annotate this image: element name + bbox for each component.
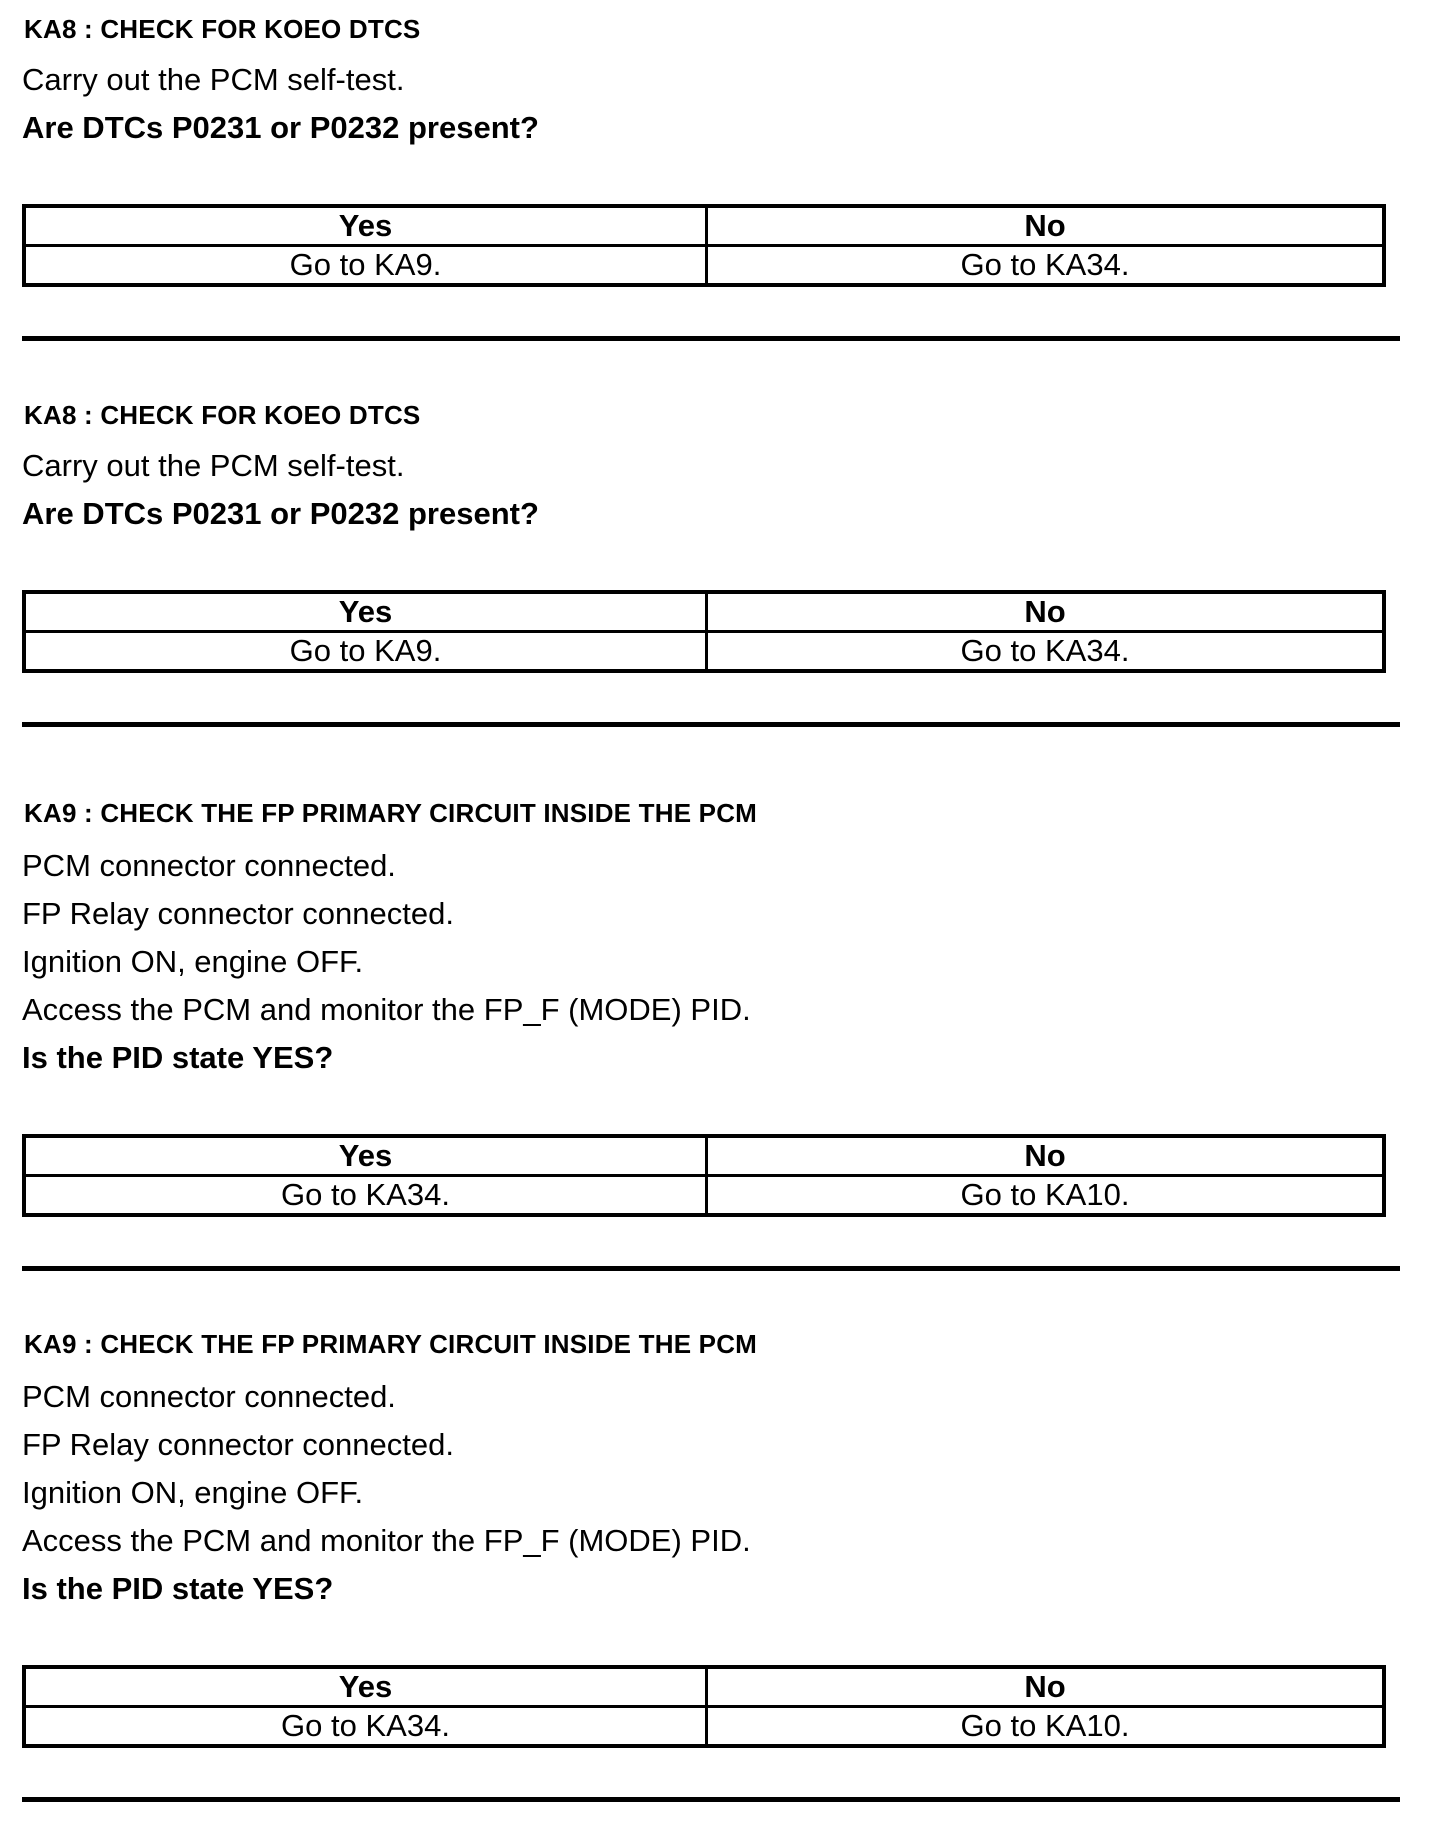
step-instruction: Access the PCM and monitor the FP_F (MODE) PID. (22, 1523, 751, 1558)
no-action: Go to KA34. (707, 246, 1385, 286)
test-step-ka9 (22, 1329, 1400, 1809)
yes-action: Go to KA9. (24, 246, 707, 286)
yes-action: Go to KA34. (24, 1176, 707, 1216)
step-heading: KA9 : CHECK THE FP PRIMARY CIRCUIT INSIDE THE PCM (24, 1329, 758, 1359)
step-instruction: Access the PCM and monitor the FP_F (MODE) PID. (22, 992, 751, 1027)
step-question: Are DTCs P0231 or P0232 present? (22, 110, 539, 145)
test-step-ka8 (22, 14, 1400, 344)
yes-header: Yes (24, 206, 707, 246)
step-heading: KA8 : CHECK FOR KOEO DTCS (24, 14, 421, 44)
step-question: Is the PID state YES? (22, 1040, 334, 1075)
no-action: Go to KA34. (707, 632, 1385, 672)
yes-action: Go to KA34. (24, 1707, 707, 1747)
yes-header: Yes (24, 592, 707, 632)
no-header: No (707, 1136, 1385, 1176)
yes-no-table (22, 204, 1386, 287)
step-instruction: PCM connector connected. (22, 1379, 396, 1414)
no-header: No (707, 592, 1385, 632)
test-step-ka8 (22, 400, 1400, 730)
section-divider (22, 722, 1400, 727)
section-divider (22, 1797, 1400, 1802)
step-heading: KA9 : CHECK THE FP PRIMARY CIRCUIT INSIDE THE PCM (24, 798, 758, 828)
no-header: No (707, 206, 1385, 246)
step-instruction: Carry out the PCM self-test. (22, 62, 405, 97)
step-instruction: PCM connector connected. (22, 848, 396, 883)
yes-action: Go to KA9. (24, 632, 707, 672)
no-action: Go to KA10. (707, 1176, 1385, 1216)
step-instruction: Ignition ON, engine OFF. (22, 1475, 364, 1510)
yes-no-table (22, 1134, 1386, 1217)
step-instruction: Carry out the PCM self-test. (22, 448, 405, 483)
step-question: Is the PID state YES? (22, 1571, 334, 1606)
yes-no-table (22, 590, 1386, 673)
yes-no-table (22, 1665, 1386, 1748)
step-instruction: Ignition ON, engine OFF. (22, 944, 364, 979)
section-divider (22, 336, 1400, 341)
step-heading: KA8 : CHECK FOR KOEO DTCS (24, 400, 421, 430)
step-instruction: FP Relay connector connected. (22, 1427, 454, 1462)
section-divider (22, 1266, 1400, 1271)
yes-header: Yes (24, 1667, 707, 1707)
step-question: Are DTCs P0231 or P0232 present? (22, 496, 539, 531)
yes-header: Yes (24, 1136, 707, 1176)
no-action: Go to KA10. (707, 1707, 1385, 1747)
no-header: No (707, 1667, 1385, 1707)
step-instruction: FP Relay connector connected. (22, 896, 454, 931)
test-step-ka9 (22, 798, 1400, 1278)
